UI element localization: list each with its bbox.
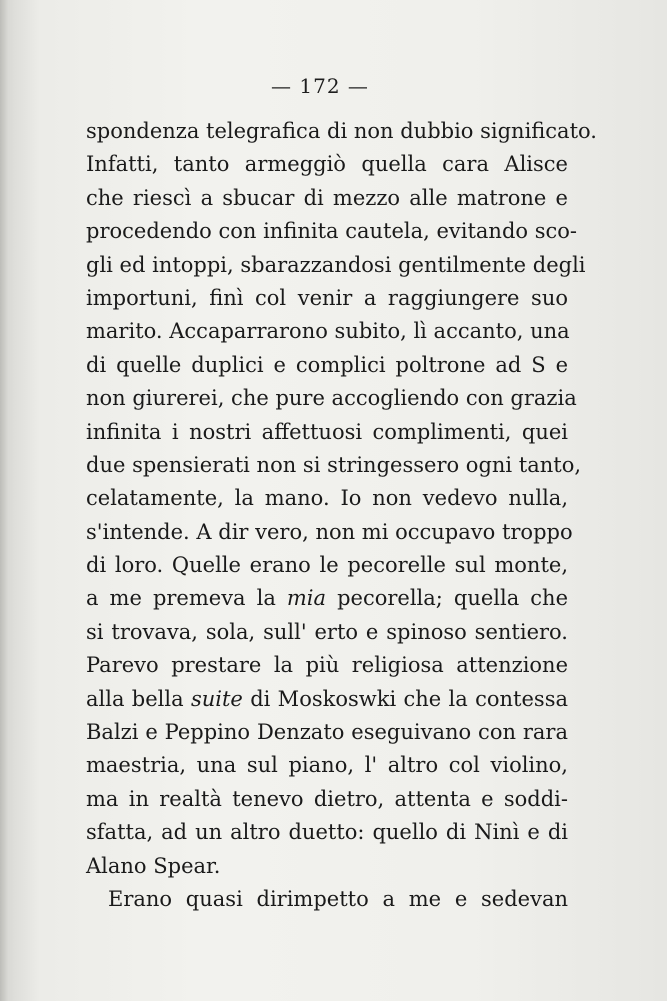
text-line: s'intende. A dir vero, non mi occupavo troppo <box>86 519 573 544</box>
text-line: non giurerei, che pure accogliendo con grazia <box>86 386 577 411</box>
text-line: maestria, una sul piano, l' altro col violino, <box>86 753 568 778</box>
text-line: si trovava, sola, sull' erto e spinoso sentiero. <box>86 619 568 644</box>
text-line: procedendo con infinita cautela, evitando sco- <box>86 219 577 244</box>
text-line: gli ed intoppi, sbarazzandosi gentilmente degli <box>86 252 586 277</box>
text-line: che riescì a sbucar di mezzo alle matrone e <box>86 185 568 210</box>
text-line: marito. Accaparrarono subito, lì accanto, una <box>86 319 570 344</box>
text-line: due spensierati non si stringessero ogni tanto, <box>86 452 582 477</box>
text-line <box>86 683 568 716</box>
page-binding-shadow <box>0 0 14 1001</box>
text-run: alla bella <box>86 686 191 711</box>
italic-word: mia <box>286 586 327 611</box>
text-line: Parevo prestare la più religiosa attenzione <box>86 653 568 678</box>
text-line: sfatta, ad un altro duetto: quello di Ninì e di <box>86 820 568 845</box>
text-line: di quelle duplici e complici poltrone ad S e <box>86 352 568 377</box>
text-line: ma in realtà tenevo dietro, attenta e soddi- <box>86 786 568 811</box>
page-number: — 172 — <box>271 74 369 98</box>
text-line: Infatti, tanto armeggiò quella cara Alisce <box>86 152 568 177</box>
italic-word: suite <box>190 686 243 711</box>
text-line: di loro. Quelle erano le pecorelle sul monte, <box>86 553 568 578</box>
text-line: importuni, finì col venir a raggiungere suo <box>86 285 568 310</box>
text-line: Alano Spear. <box>86 853 221 878</box>
text-run: pecorella; quella che <box>326 586 568 611</box>
text-line: celatamente, la mano. Io non vedevo nulla, <box>86 486 568 511</box>
text-run: a me premeva la <box>86 586 287 611</box>
text-line: Erano quasi dirimpetto a me e sedevan <box>108 886 568 911</box>
body-text <box>86 115 597 916</box>
text-line: Balzi e Peppino Denzato eseguivano con rara <box>86 720 568 745</box>
text-line <box>86 582 568 615</box>
text-line: infinita i nostri affettuosi complimenti, quei <box>86 419 568 444</box>
text-line: spondenza telegrafica di non dubbio significato. <box>86 119 597 143</box>
text-run: di Moskoswki che la contessa <box>242 686 568 711</box>
